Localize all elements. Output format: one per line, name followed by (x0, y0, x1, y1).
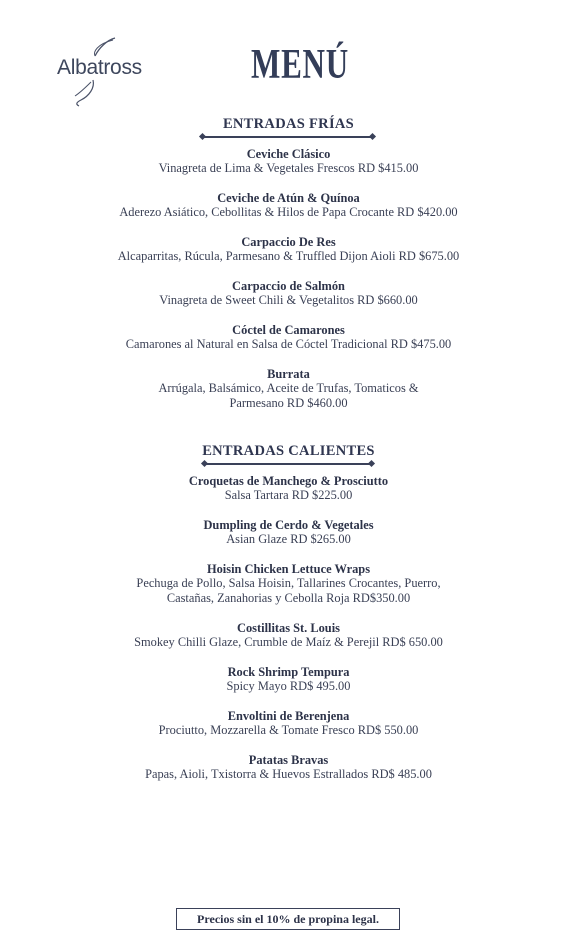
menu-item (0, 709, 577, 738)
dish-description: Papas, Aioli, Txistorra & Huevos Estrallados RD$ 485.00 (145, 767, 432, 781)
dish-description: Alcaparritas, Rúcula, Parmesano & Truffled Dijon Aioli RD $675.00 (117, 249, 460, 263)
menu-item (0, 147, 577, 176)
dish-name: Rock Shrimp Tempura (227, 665, 350, 679)
menu-item (0, 474, 577, 503)
tip-notice (176, 908, 400, 930)
dish-name: Ceviche Clásico (246, 147, 331, 161)
dish-name: Costillitas St. Louis (237, 621, 340, 635)
dish-description: Aderezo Asiático, Cebollitas & Hilos de Papa Crocante RD $420.00 (119, 205, 458, 219)
dish-name: Croquetas de Manchego & Prosciutto (188, 474, 389, 488)
menu-item (0, 665, 577, 694)
dish-name: Carpaccio de Salmón (232, 279, 345, 293)
dish-name: Hoisin Chicken Lettuce Wraps (206, 562, 371, 576)
dish-name: Patatas Bravas (248, 753, 329, 767)
section-title: ENTRADAS CALIENTES (202, 443, 375, 459)
menu-item (0, 621, 577, 650)
dish-description: Prociutto, Mozzarella & Tomate Fresco RD$ 550.00 (158, 723, 419, 737)
dish-description: Salsa Tartara RD $225.00 (224, 488, 353, 502)
section-divider (203, 136, 373, 138)
brand-name: Albatross (57, 56, 142, 79)
section-title: ENTRADAS FRÍAS (222, 116, 355, 132)
dish-name: Carpaccio De Res (241, 235, 336, 249)
menu-item (0, 191, 577, 220)
section-header-entradas-frias (0, 115, 577, 133)
menu-item (0, 235, 577, 264)
dish-name: Burrata (267, 367, 310, 381)
brand-logo (55, 30, 175, 110)
divider-tip (369, 133, 376, 140)
dish-description: Arrúgala, Balsámico, Aceite de Trufas, Tomaticos & Parmesano RD $460.00 (158, 381, 419, 410)
menu-item (0, 367, 577, 411)
menu-item (0, 562, 577, 606)
dish-description: Camarones al Natural en Salsa de Cóctel Tradicional RD $475.00 (125, 337, 452, 351)
menu-item (0, 279, 577, 308)
dish-name: Cóctel de Camarones (232, 323, 345, 337)
dish-description: Pechuga de Pollo, Salsa Hoisin, Tallarines Crocantes, Puerro, Castañas, Zanahorias y Cebolla Roja RD$350.00 (136, 576, 441, 605)
dish-description: Smokey Chilli Glaze, Crumble de Maíz & Perejil RD$ 650.00 (134, 635, 443, 649)
dish-description: Asian Glaze RD $265.00 (226, 532, 351, 546)
menu-item (0, 518, 577, 547)
section-divider (205, 463, 372, 465)
dish-name: Envoltini de Berenjena (227, 709, 350, 723)
divider-tip (368, 460, 375, 467)
tip-notice-text: Precios sin el 10% de propina legal. (197, 912, 379, 926)
dish-description: Vinagreta de Sweet Chili & Vegetalitos RD $660.00 (159, 293, 418, 307)
dish-name: Dumpling de Cerdo & Vegetales (203, 518, 374, 532)
dish-name: Ceviche de Atún & Quínoa (217, 191, 360, 205)
section-header-entradas-calientes (0, 442, 577, 460)
menu-item (0, 323, 577, 352)
dish-description: Vinagreta de Lima & Vegetales Frescos RD $415.00 (158, 161, 419, 175)
dish-description: Spicy Mayo RD$ 495.00 (226, 679, 351, 693)
menu-item (0, 753, 577, 782)
page-title: MENÚ (251, 42, 349, 88)
divider-tip (199, 133, 206, 140)
divider-tip (201, 460, 208, 467)
